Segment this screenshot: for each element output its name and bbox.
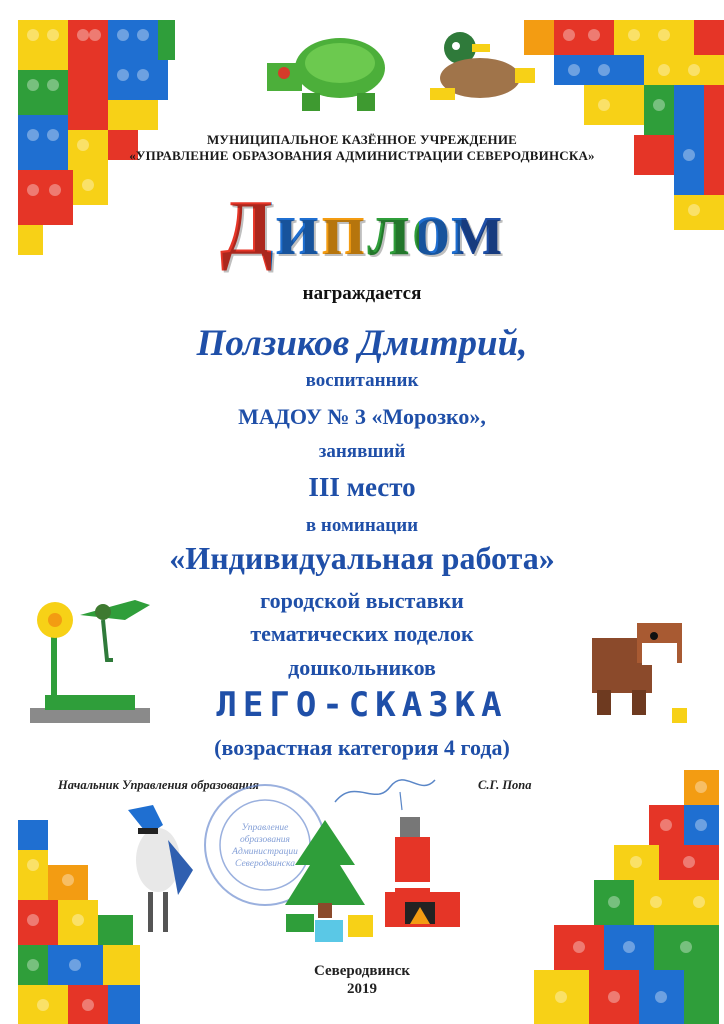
issue-year: 2019 bbox=[347, 981, 377, 997]
signer-name: С.Г. Попа bbox=[478, 778, 532, 792]
age-category: (возрастная категория 4 года) bbox=[214, 735, 510, 760]
lego-flower-bird-figure bbox=[25, 590, 160, 730]
stamp-text: Управление образования Администрации Северодвинска bbox=[232, 823, 298, 869]
signature-scribble bbox=[330, 772, 440, 812]
lego-dog-figure bbox=[582, 618, 697, 728]
organization-line-1: МУНИЦИПАЛЬНОЕ КАЗЁННОЕ УЧРЕЖДЕНИЕ bbox=[206, 132, 518, 147]
diploma-title bbox=[0, 184, 724, 271]
city-name: Северодвинск bbox=[313, 963, 411, 979]
event-line-2: тематических поделок bbox=[250, 621, 474, 646]
organization-line-2: «УПРАВЛЕНИЕ ОБРАЗОВАНИЯ АДМИНИСТРАЦИИ СЕВЕРОДВИНСКА» bbox=[129, 148, 595, 163]
recipient-name: Ползиков Дмитрий, bbox=[196, 323, 528, 364]
nomination-prefix: в номинации bbox=[305, 515, 419, 536]
lego-turtle-figure bbox=[262, 28, 397, 118]
event-line-3: дошкольников bbox=[288, 655, 436, 680]
lego-tree-gifts-figure bbox=[270, 815, 380, 945]
signer-title: Начальник Управления образования bbox=[58, 778, 259, 792]
lego-fireplace-figure bbox=[380, 812, 470, 932]
place-label: III место bbox=[308, 472, 416, 502]
awarded-label: награждается bbox=[302, 283, 422, 304]
role-label: воспитанник bbox=[305, 370, 419, 391]
took-label: занявший bbox=[318, 441, 406, 462]
lego-duck-figure bbox=[420, 28, 550, 108]
nomination-name: «Индивидуальная работа» bbox=[169, 540, 555, 576]
event-line-1: городской выставки bbox=[260, 588, 464, 613]
diploma-title-text: Диплом bbox=[220, 184, 504, 271]
institution-name: МАДОУ № 3 «Морозко», bbox=[238, 404, 486, 429]
event-name: ЛЕГО-СКАЗКА bbox=[216, 685, 508, 725]
